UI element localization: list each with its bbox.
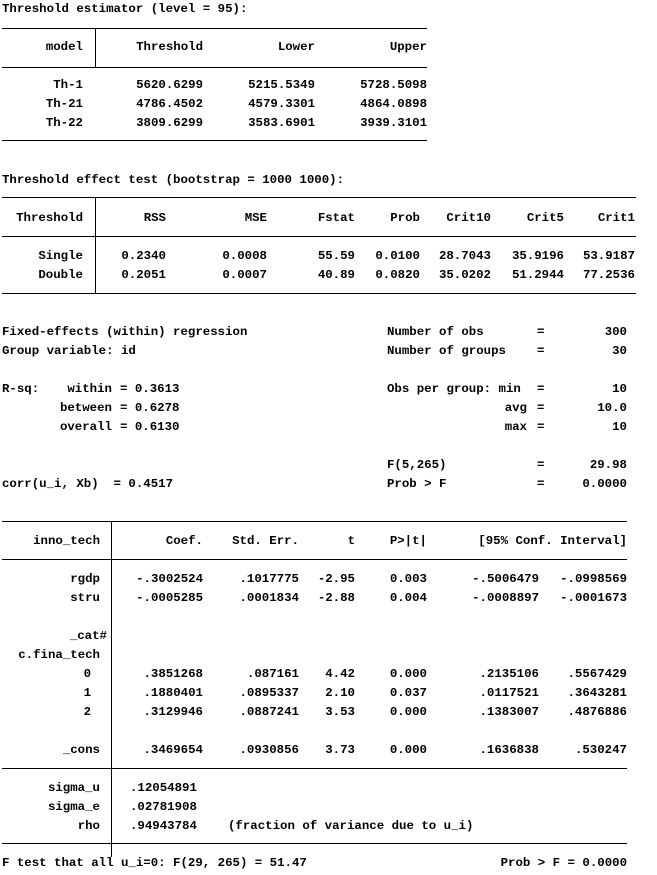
col-header-confint: [95% Conf. Interval] bbox=[478, 534, 627, 548]
cell-pvalue: 0.000 bbox=[389, 743, 427, 757]
cell-ci-upper: -.0001673 bbox=[560, 591, 627, 605]
stat-eq: = bbox=[537, 420, 545, 434]
col-header-mse: MSE bbox=[244, 211, 267, 225]
threshold-estimator-title: Threshold estimator (level = 95): bbox=[2, 2, 248, 16]
row-label-level: 2 bbox=[83, 705, 91, 719]
rsq-between-label: between bbox=[59, 401, 112, 415]
rsq-within-label: within bbox=[67, 382, 112, 396]
cell-coef: .3129946 bbox=[143, 705, 203, 719]
threshold-effect-title: Threshold effect test (bootstrap = 1000 1000): bbox=[2, 173, 345, 187]
cell-crit10: 28.7043 bbox=[438, 249, 491, 263]
cell-t: -2.88 bbox=[317, 591, 355, 605]
col-header-upper: Upper bbox=[389, 40, 427, 54]
rule-bottom bbox=[2, 293, 636, 294]
cell-sigma-e: .02781908 bbox=[130, 800, 197, 814]
stat-label: Number of groups bbox=[387, 344, 506, 358]
cell-lower: 5215.5349 bbox=[248, 78, 315, 92]
cell-ci-lower: .0117521 bbox=[479, 686, 539, 700]
stat-eq: = bbox=[537, 401, 545, 415]
cell-prob: 0.0820 bbox=[375, 268, 420, 282]
cell-sigma-u: .12054891 bbox=[130, 781, 197, 795]
cell-crit1: 53.9187 bbox=[582, 249, 635, 263]
cell-ci-lower: .1383007 bbox=[479, 705, 539, 719]
col-header-crit10: Crit10 bbox=[446, 211, 491, 225]
cell-t: 3.53 bbox=[325, 705, 355, 719]
col-header-stderr: Std. Err. bbox=[232, 534, 299, 548]
cell-crit10: 35.0202 bbox=[438, 268, 491, 282]
cell-ci-upper: .530247 bbox=[574, 743, 627, 757]
rule-top bbox=[2, 28, 427, 29]
col-header-rss: RSS bbox=[143, 211, 166, 225]
cell-ci-lower: .1636838 bbox=[479, 743, 539, 757]
corr-ui-xb: corr(u_i, Xb) = 0.4517 bbox=[2, 477, 174, 491]
stat-label: Number of obs bbox=[387, 325, 484, 339]
cell-coef: -.3002524 bbox=[136, 572, 203, 586]
row-label-rgdp: rgdp bbox=[70, 572, 100, 586]
row-label-stru: stru bbox=[70, 591, 100, 605]
cell-stderr: .0887241 bbox=[239, 705, 299, 719]
col-header-pvalue: P>|t| bbox=[389, 534, 427, 548]
rule-top bbox=[2, 197, 636, 198]
cell-stderr: .0930856 bbox=[239, 743, 299, 757]
col-header-threshold: Threshold bbox=[16, 211, 83, 225]
rho-note: (fraction of variance due to u_i) bbox=[228, 819, 474, 833]
cell-lower: 4579.3301 bbox=[248, 97, 315, 111]
cell-pvalue: 0.004 bbox=[389, 591, 427, 605]
stat-value: 0.0000 bbox=[582, 477, 627, 491]
rule-header bbox=[2, 67, 427, 68]
cell-pvalue: 0.037 bbox=[389, 686, 427, 700]
row-label-fina-tech: c.fina_tech bbox=[18, 648, 100, 662]
rule-top bbox=[2, 521, 627, 522]
cell-pvalue: 0.003 bbox=[389, 572, 427, 586]
cell-stderr: .1017775 bbox=[239, 572, 299, 586]
col-header-t: t bbox=[347, 534, 355, 548]
row-label-rho: rho bbox=[77, 819, 100, 833]
rule-vertical bbox=[95, 28, 96, 68]
col-header-threshold: Threshold bbox=[136, 40, 203, 54]
regression-title: Fixed-effects (within) regression bbox=[2, 325, 248, 339]
cell-ci-upper: -.0998569 bbox=[560, 572, 627, 586]
cell-coef: .1880401 bbox=[143, 686, 203, 700]
cell-model: Th-22 bbox=[45, 116, 83, 130]
cell-upper: 4864.0898 bbox=[360, 97, 427, 111]
cell-coef: .3469654 bbox=[143, 743, 203, 757]
cell-pvalue: 0.000 bbox=[389, 667, 427, 681]
rule-vertical bbox=[95, 197, 96, 293]
cell-ci-upper: .5567429 bbox=[567, 667, 627, 681]
rsq-label: R-sq: bbox=[2, 382, 40, 396]
cell-t: 2.10 bbox=[325, 686, 355, 700]
rule-bottom bbox=[2, 843, 627, 844]
cell-coef: -.0005285 bbox=[136, 591, 203, 605]
col-header-crit1: Crit1 bbox=[597, 211, 635, 225]
row-label-level: 1 bbox=[83, 686, 91, 700]
cell-prob: 0.0100 bbox=[375, 249, 420, 263]
cell-rss: 0.2051 bbox=[121, 268, 166, 282]
stat-value: 29.98 bbox=[589, 458, 627, 472]
rule-bottom bbox=[2, 140, 427, 141]
rsq-overall-value: = 0.6130 bbox=[120, 420, 180, 434]
stat-value: 300 bbox=[604, 325, 627, 339]
cell-threshold: 4786.4502 bbox=[136, 97, 203, 111]
rsq-overall-label: overall bbox=[59, 420, 112, 434]
cell-upper: 3939.3101 bbox=[360, 116, 427, 130]
row-label-sigma-u: sigma_u bbox=[47, 781, 100, 795]
rule-header bbox=[2, 559, 627, 560]
stat-value: 10 bbox=[612, 382, 627, 396]
cell-t: 4.42 bbox=[325, 667, 355, 681]
cell-crit1: 77.2536 bbox=[582, 268, 635, 282]
cell-threshold: Single bbox=[38, 249, 83, 263]
stat-label: Obs per group: min bbox=[387, 382, 521, 396]
stat-value: 30 bbox=[612, 344, 627, 358]
cell-stderr: .0895337 bbox=[239, 686, 299, 700]
stat-eq: = bbox=[537, 325, 545, 339]
cell-mse: 0.0008 bbox=[222, 249, 267, 263]
stat-eq: = bbox=[537, 458, 545, 472]
cell-threshold: 5620.6299 bbox=[136, 78, 203, 92]
group-variable: Group variable: id bbox=[2, 344, 136, 358]
col-header-crit5: Crit5 bbox=[526, 211, 564, 225]
cell-ci-upper: .4876886 bbox=[567, 705, 627, 719]
stat-label: Prob > F bbox=[387, 477, 447, 491]
row-label-cat: _cat# bbox=[69, 629, 107, 643]
ftest-statement: F test that all u_i=0: F(29, 265) = 51.47 bbox=[2, 856, 307, 870]
cell-model: Th-1 bbox=[53, 78, 83, 92]
rule-header bbox=[2, 236, 636, 237]
cell-ci-lower: -.5006479 bbox=[472, 572, 539, 586]
cell-t: -2.95 bbox=[317, 572, 355, 586]
cell-threshold: Double bbox=[38, 268, 83, 282]
cell-ci-lower: -.0008897 bbox=[472, 591, 539, 605]
cell-coef: .3851268 bbox=[143, 667, 203, 681]
cell-ci-upper: .3643281 bbox=[567, 686, 627, 700]
rule-vertical bbox=[111, 521, 112, 857]
cell-threshold: 3809.6299 bbox=[136, 116, 203, 130]
cell-crit5: 51.2944 bbox=[511, 268, 564, 282]
cell-rho: .94943784 bbox=[130, 819, 197, 833]
cell-rss: 0.2340 bbox=[121, 249, 166, 263]
row-label-cons: _cons bbox=[62, 743, 100, 757]
col-header-coef: Coef. bbox=[165, 534, 203, 548]
cell-fstat: 55.59 bbox=[317, 249, 355, 263]
col-header-model: model bbox=[45, 40, 83, 54]
stat-label: avg bbox=[504, 401, 527, 415]
ftest-prob: Prob > F = 0.0000 bbox=[500, 856, 627, 870]
col-header-prob: Prob bbox=[390, 211, 420, 225]
stat-label: F(5,265) bbox=[387, 458, 447, 472]
stat-eq: = bbox=[537, 344, 545, 358]
cell-lower: 3583.6901 bbox=[248, 116, 315, 130]
cell-stderr: .0001834 bbox=[239, 591, 299, 605]
rule-sigma bbox=[2, 768, 627, 769]
cell-crit5: 35.9196 bbox=[511, 249, 564, 263]
stat-eq: = bbox=[537, 382, 545, 396]
stat-label: max bbox=[504, 420, 527, 434]
stat-eq: = bbox=[537, 477, 545, 491]
stat-value: 10.0 bbox=[597, 401, 627, 415]
cell-pvalue: 0.000 bbox=[389, 705, 427, 719]
row-label-sigma-e: sigma_e bbox=[47, 800, 100, 814]
stat-value: 10 bbox=[612, 420, 627, 434]
cell-t: 3.73 bbox=[325, 743, 355, 757]
col-header-fstat: Fstat bbox=[317, 211, 355, 225]
cell-mse: 0.0007 bbox=[222, 268, 267, 282]
rsq-between-value: = 0.6278 bbox=[120, 401, 180, 415]
col-header-depvar: inno_tech bbox=[33, 534, 100, 548]
rsq-within-value: = 0.3613 bbox=[120, 382, 180, 396]
col-header-lower: Lower bbox=[277, 40, 315, 54]
cell-fstat: 40.89 bbox=[317, 268, 355, 282]
row-label-level: 0 bbox=[83, 667, 91, 681]
cell-ci-lower: .2135106 bbox=[479, 667, 539, 681]
cell-model: Th-21 bbox=[45, 97, 83, 111]
cell-stderr: .087161 bbox=[246, 667, 299, 681]
cell-upper: 5728.5098 bbox=[360, 78, 427, 92]
